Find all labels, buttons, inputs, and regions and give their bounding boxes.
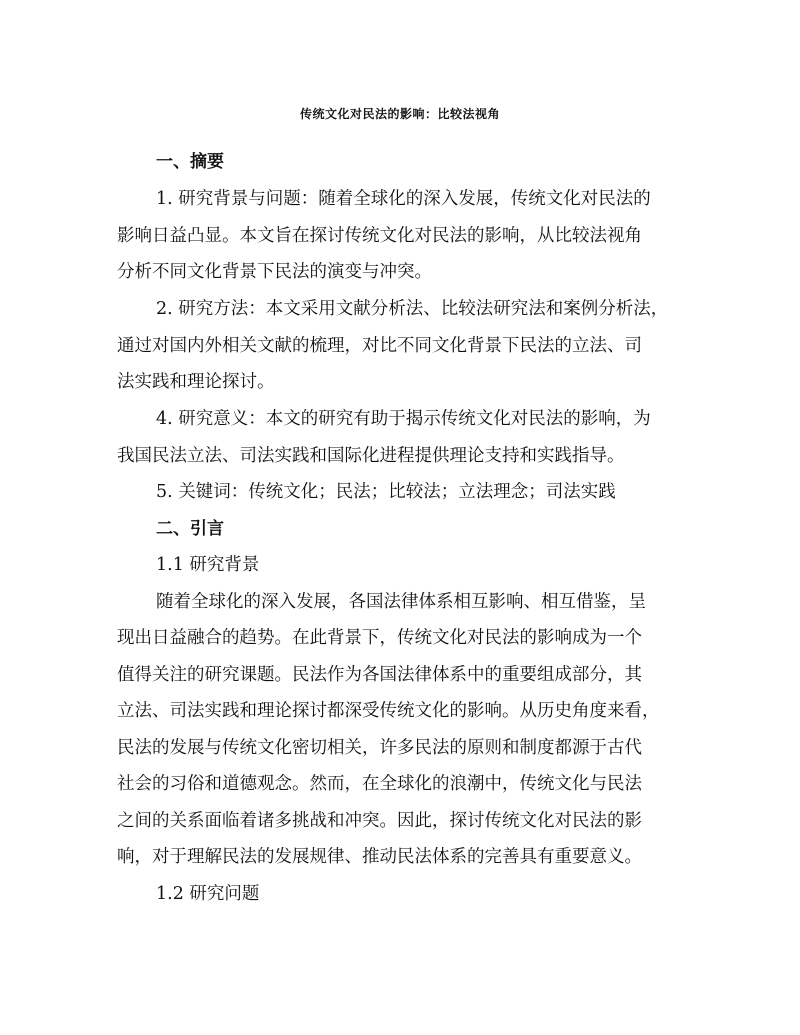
paragraph-line: 4. 研究意义：本文的研究有助于揭示传统文化对民法的影响，为: [156, 409, 651, 429]
keywords-line: 5. 关键词：传统文化；民法；比较法；立法理念；司法实践: [156, 482, 616, 502]
paragraph-line: 响，对于理解民法的发展规律、推动民法体系的完善具有重要意义。: [117, 847, 642, 867]
paragraph-line: 之间的关系面临着诸多挑战和冲突。因此，探讨传统文化对民法的影: [117, 811, 642, 831]
paragraph-line: 我国民法立法、司法实践和国际化进程提供理论支持和实践指导。: [117, 446, 625, 466]
paragraph-line: 通过对国内外相关文献的梳理，对比不同文化背景下民法的立法、司: [117, 336, 642, 356]
paragraph-line: 立法、司法实践和理论探讨都深受传统文化的影响。从历史角度来看，: [117, 701, 660, 721]
document-title: 传统文化对民法的影响：比较法视角: [299, 107, 500, 121]
paragraph-line: 2. 研究方法：本文采用文献分析法、比较法研究法和案例分析法，: [156, 299, 669, 319]
paragraph-line: 法实践和理论探讨。: [117, 372, 275, 392]
paragraph-line: 1. 研究背景与问题：随着全球化的深入发展，传统文化对民法的: [156, 189, 651, 209]
paragraph-line: 民法的发展与传统文化密切相关，许多民法的原则和制度都源于古代: [117, 738, 642, 758]
paragraph-line: 值得关注的研究课题。民法作为各国法律体系中的重要组成部分，其: [117, 665, 642, 685]
paragraph-line: 随着全球化的深入发展，各国法律体系相互影响、相互借鉴，呈: [156, 592, 646, 612]
paragraph-line: 社会的习俗和道德观念。然而，在全球化的浪潮中，传统文化与民法: [117, 774, 642, 794]
subsection-heading: 1.2 研究问题: [156, 884, 260, 904]
paragraph-line: 现出日益融合的趋势。在此背景下，传统文化对民法的影响成为一个: [117, 628, 642, 648]
paragraph-line: 分析不同文化背景下民法的演变与冲突。: [117, 262, 432, 282]
paragraph-line: 影响日益凸显。本文旨在探讨传统文化对民法的影响，从比较法视角: [117, 226, 642, 246]
subsection-heading: 1.1 研究背景: [156, 555, 260, 575]
abstract-heading: 一、摘要: [156, 152, 224, 172]
intro-heading: 二、引言: [156, 519, 224, 539]
